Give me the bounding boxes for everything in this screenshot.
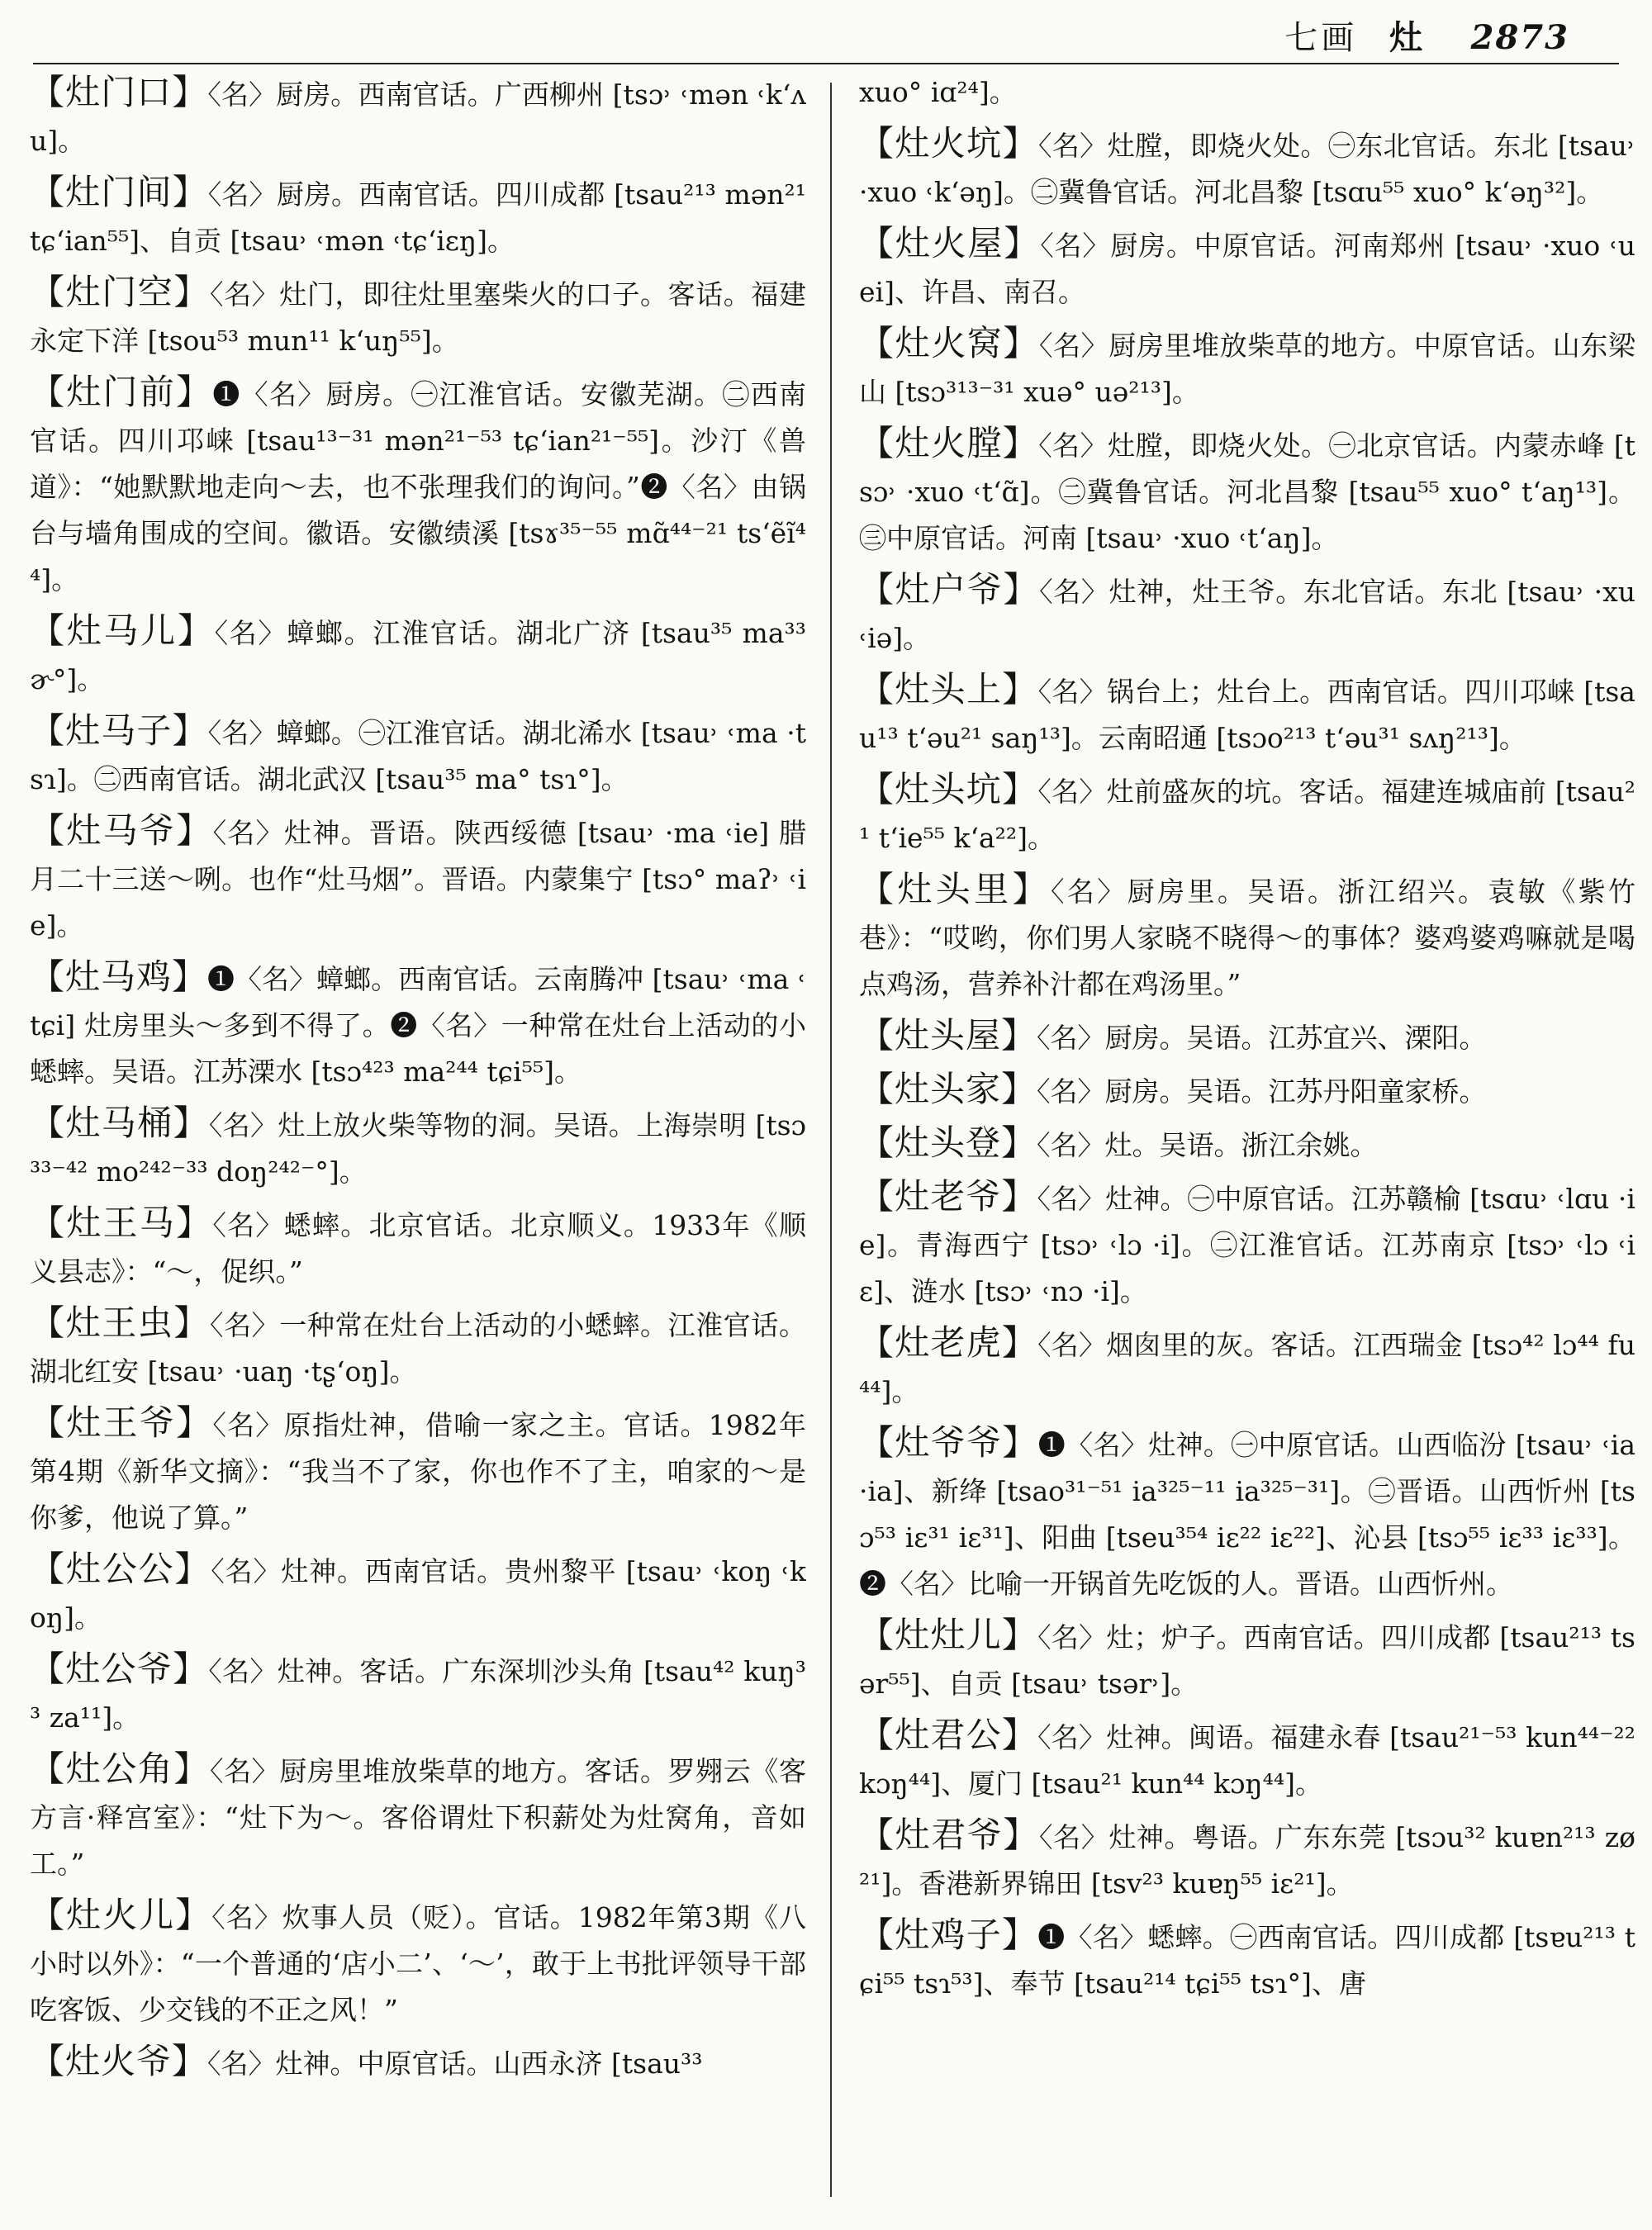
- dictionary-entry: [859, 567, 1635, 662]
- page-number: 2873: [1470, 18, 1569, 57]
- entry-headword: 【灶火膛】: [859, 423, 1039, 463]
- entry-definition: 〈名〉厨房。西南官话。四川成都 [tsau²¹³ mən²¹ tɕ‘ian⁵⁵]、自贡 [tsau˒ ˓mən ˓tɕ‘iɛŋ]。: [30, 178, 806, 257]
- entry-definition: 〈名〉厨房里堆放柴草的地方。客话。罗翙云《客方言·释宫室》：“灶下为～。客俗谓灶下积薪处为灶窝角，音如工。”: [30, 1755, 806, 1880]
- entry-headword: 【灶公爷】: [30, 1649, 209, 1689]
- entry-definition: 〈名〉灶神。西南官话。贵州黎平 [tsau˒ ˓koŋ ˓koŋ]。: [30, 1555, 806, 1634]
- dictionary-entry: [30, 1100, 806, 1195]
- entry-definition: 〈名〉灶上放火柴等物的洞。吴语。上海崇明 [tsɔ³³⁻⁴² mo²⁴²⁻³³ doŋ²⁴²⁻°]。: [30, 1109, 806, 1188]
- entry-definition: 〈名〉厨房。吴语。江苏宜兴、溧阳。: [1037, 1022, 1487, 1054]
- entry-headword: 【灶马儿】: [30, 610, 215, 651]
- entry-headword: 【灶爷爷】: [859, 1422, 1038, 1463]
- dictionary-entry: [859, 1013, 1635, 1061]
- dictionary-entry: [859, 1320, 1635, 1415]
- entry-headword: 【灶王虫】: [30, 1302, 210, 1343]
- entry-headword: 【灶公角】: [30, 1748, 210, 1789]
- entry-headword: 【灶头家】: [859, 1069, 1037, 1109]
- entry-headword: 【灶门空】: [30, 272, 210, 312]
- dictionary-entry: [859, 1420, 1635, 1607]
- entry-definition: 〈名〉厨房。中原官话。河南郑州 [tsau˒ ·xuo ˓uei]、许昌、南召。: [859, 230, 1635, 308]
- dictionary-entry: [859, 1174, 1635, 1315]
- entry-definition: 〈名〉灶神。㊀中原官话。江苏赣榆 [tsɑu˒ ˓lɑu ·ie]。青海西宁 [tsɔ˒ ˓lɔ ·i]。㊁江淮官话。江苏南京 [tsɔ˒ ˓lɔ ˓iɛ]、涟水 [tsɔ˒ ˓nɔ ·i]。: [859, 1183, 1635, 1307]
- entry-definition: 〈名〉灶神。粤语。广东东莞 [tsɔu³² kuɐn²¹³ zø²¹]。香港新界锦田 [tsv²³ kuɐŋ⁵⁵ iɛ²¹]。: [859, 1821, 1635, 1900]
- entry-definition: 〈名〉厨房。吴语。江苏丹阳童家桥。: [1037, 1075, 1487, 1108]
- entry-definition: 〈名〉灶神。闽语。福建永春 [tsau²¹⁻⁵³ kun⁴⁴⁻²² kɔŋ⁴⁴]、厦门 [tsau²¹ kun⁴⁴ kɔŋ⁴⁴]。: [859, 1721, 1635, 1800]
- dictionary-entry: [859, 1912, 1635, 2007]
- entry-headword: 【灶头坑】: [859, 769, 1038, 809]
- dictionary-entry: [30, 608, 806, 703]
- left-column: [30, 69, 806, 2209]
- entry-definition: 〈名〉灶神。晋语。陕西绥德 [tsau˒ ·ma ˓ie] 腊月二十三送～咧。也作“灶马烟”。晋语。内蒙集宁 [tsɔ° maʔ˒ ˓ie]。: [30, 817, 806, 942]
- entry-headword: 【灶王马】: [30, 1203, 213, 1243]
- dictionary-entry: [30, 1546, 806, 1641]
- entry-headword: 【灶头里】: [859, 869, 1051, 909]
- entry-headword: 【灶头屋】: [859, 1015, 1037, 1056]
- dictionary-entry: [859, 1812, 1635, 1907]
- entry-headword: 【灶火爷】: [30, 2041, 208, 2081]
- dictionary-entry: [30, 1646, 806, 1741]
- entry-headword: 【灶火屋】: [859, 223, 1041, 263]
- entry-headword: 【灶公公】: [30, 1549, 211, 1589]
- entry-definition: 〈名〉厨房里。吴语。浙江绍兴。袁敏《紫竹巷》：“哎哟，你们男人家晓不晓得～的事体？婆鸡婆鸡嘛就是喝点鸡汤，营养补汁都在鸡汤里。”: [859, 875, 1635, 1000]
- column-divider: [830, 83, 832, 2197]
- running-head: [1284, 18, 1569, 58]
- entry-definition: 〈名〉灶；炉子。西南官话。四川成都 [tsau²¹³ tsər⁵⁵]、自贡 [tsau˒ tsər˒]。: [859, 1621, 1635, 1700]
- entry-definition: 〈名〉灶。吴语。浙江余姚。: [1037, 1129, 1378, 1161]
- entry-definition: 〈名〉一种常在灶台上活动的小蟋蟀。江淮官话。湖北红安 [tsau˒ ·uaŋ ·tʂ‘oŋ]。: [30, 1309, 806, 1388]
- entry-headword: 【灶王爷】: [30, 1402, 213, 1443]
- right-column: [859, 69, 1635, 2209]
- entry-definition: 〈名〉锅台上；灶台上。西南官话。四川邛崃 [tsau¹³ t‘əu²¹ saŋ¹³]。云南昭通 [tsɔo²¹³ t‘əu³¹ sʌŋ²¹³]。: [859, 676, 1635, 754]
- head-character: 灶: [1389, 18, 1422, 57]
- entry-headword: 【灶马桶】: [30, 1103, 209, 1143]
- dictionary-entry: [30, 1200, 806, 1295]
- dictionary-entry: [859, 69, 1635, 116]
- entry-definition: 〈名〉灶膛，即烧火处。㊀东北官话。东北 [tsau˒ ·xuo ˓k‘əŋ]。㊁冀鲁官话。河北昌黎 [tsɑu⁵⁵ xuo° k‘əŋ³²]。: [859, 130, 1635, 208]
- entry-headword: 【灶门口】: [30, 72, 208, 112]
- entry-definition: xuo° iɑ²⁴]。: [859, 76, 1017, 108]
- entry-headword: 【灶灶儿】: [859, 1615, 1038, 1655]
- entry-definition: 〈名〉灶门，即往灶里塞柴火的口子。客话。福建永定下洋 [tsou⁵³ mun¹¹ k‘uŋ⁵⁵]。: [30, 278, 806, 357]
- entry-definition: 〈名〉蟋蟀。北京官话。北京顺义。1933年《顺义县志》：“～，促织。”: [30, 1209, 806, 1288]
- section-label: 七画: [1284, 19, 1358, 57]
- entry-headword: 【灶君公】: [859, 1715, 1038, 1755]
- entry-definition: 〈名〉灶神。中原官话。山西永济 [tsau³³: [207, 2047, 703, 2080]
- page-header: [33, 12, 1619, 64]
- entry-headword: 【灶头上】: [859, 669, 1038, 709]
- entry-headword: 【灶火儿】: [30, 1895, 212, 1935]
- entry-definition: 〈名〉灶神，灶王爷。东北官话。东北 [tsau˒ ·xu ˓iə]。: [859, 576, 1635, 654]
- dictionary-entry: [30, 169, 806, 264]
- dictionary-entry: [30, 954, 806, 1095]
- dictionary-entry: [859, 1612, 1635, 1707]
- dictionary-entry: [30, 369, 806, 603]
- dictionary-entry: [30, 1746, 806, 1887]
- entry-headword: 【灶头登】: [859, 1122, 1037, 1163]
- entry-headword: 【灶马爷】: [30, 810, 213, 851]
- dictionary-entry: [859, 667, 1635, 762]
- entry-definition: ❶〈名〉厨房。㊀江淮官话。安徽芜湖。㊁西南官话。四川邛崃 [tsau¹³⁻³¹ mən²¹⁻⁵³ tɕ‘ian²¹⁻⁵⁵]。沙汀《兽道》：“她默默地走向～去，也不张理我们的询问。”❷〈名〉由锅台与墙角围成的空间。徽语。安徽绩溪 [tsɤ³⁵⁻⁵⁵ mɑ̃⁴⁴⁻²¹ ts‘ẽĩ⁴⁴]。: [30, 378, 806, 595]
- dictionary-entry: [859, 121, 1635, 216]
- dictionary-entry: [859, 221, 1635, 316]
- entry-definition: 〈名〉厨房里堆放柴草的地方。中原官话。山东梁山 [tsɔ³¹³⁻³¹ xuə° uə²¹³]。: [859, 330, 1635, 408]
- entry-definition: 〈名〉灶神。客话。广东深圳沙头角 [tsau⁴² kuŋ³³ za¹¹]。: [30, 1655, 806, 1734]
- entry-definition: 〈名〉灶膛，即烧火处。㊀北京官话。内蒙赤峰 [tsɔ˒ ·xuo ˓t‘ɑ̃]。㊁冀鲁官话。河北昌黎 [tsau⁵⁵ xuo° t‘aŋ¹³]。㊂中原官话。河南 [tsau˒ ·xuo ˓t‘aŋ]。: [859, 429, 1635, 554]
- dictionary-entry: [859, 866, 1635, 1008]
- entry-headword: 【灶马子】: [30, 710, 208, 751]
- entry-definition: ❶〈名〉灶神。㊀中原官话。山西临汾 [tsau˒ ˓ia ·ia]、新绛 [tsao³¹⁻⁵¹ ia³²⁵⁻¹¹ ia³²⁵⁻³¹]。㊁晋语。山西忻州 [tsɔ⁵³ iɛ³¹ iɛ³¹]、阳曲 [tseu³⁵⁴ iɛ²² iɛ²²]、沁县 [tsɔ⁵⁵ iɛ³³ iɛ³³]。❷〈名〉比喻一开锅首先吃饭的人。晋语。山西忻州。: [859, 1429, 1635, 1600]
- entry-headword: 【灶君爷】: [859, 1815, 1040, 1855]
- entry-headword: 【灶马鸡】: [30, 956, 208, 997]
- dictionary-entry: [859, 766, 1635, 861]
- entry-definition: 〈名〉原指灶神，借喻一家之主。官话。1982年第4期《新华文摘》：“我当不了家，你也作不了主，咱家的～是你爹，他说了算。”: [30, 1409, 806, 1534]
- entry-definition: 〈名〉蟑螂。江淮官话。湖北广济 [tsau³⁵ ma³³ ɚ°]。: [30, 617, 806, 695]
- dictionary-entry: [859, 420, 1635, 562]
- entry-definition: 〈名〉厨房。西南官话。广西柳州 [tsɔ˒ ˓mən ˓k‘ʌu]。: [30, 78, 806, 157]
- dictionary-entry: [859, 320, 1635, 415]
- dictionary-entry: [30, 2038, 806, 2087]
- dictionary-entry: [859, 1712, 1635, 1807]
- entry-definition: 〈名〉蟑螂。㊀江淮官话。湖北浠水 [tsau˒ ˓ma ·tsɿ]。㊁西南官话。湖北武汉 [tsau³⁵ ma° tsɿ°]。: [30, 717, 806, 795]
- entry-headword: 【灶门间】: [30, 172, 208, 212]
- dictionary-entry: [30, 69, 806, 164]
- entry-headword: 【灶鸡子】: [859, 1914, 1038, 1955]
- entry-headword: 【灶户爷】: [859, 569, 1040, 610]
- entry-headword: 【灶火坑】: [859, 123, 1038, 164]
- dictionary-entry: [30, 1300, 806, 1395]
- dictionary-entry: [30, 269, 806, 364]
- entry-definition: ❶〈名〉蟑螂。西南官话。云南腾冲 [tsau˒ ˓ma ˓tɕi] 灶房里头～多到不得了。❷〈名〉一种常在灶台上活动的小蟋蟀。吴语。江苏溧水 [tsɔ⁴²³ ma²⁴⁴ tɕi⁵⁵]。: [30, 963, 806, 1088]
- entry-definition: 〈名〉烟囱里的灰。客话。江西瑞金 [tsɔ⁴² lɔ⁴⁴ fu⁴⁴]。: [859, 1329, 1635, 1407]
- dictionary-entry: [30, 1400, 806, 1541]
- entry-headword: 【灶老爷】: [859, 1176, 1037, 1217]
- entry-definition: ❶〈名〉蟋蟀。㊀西南官话。四川成都 [tsɐu²¹³ tɕi⁵⁵ tsɿ⁵³]、奉节 [tsau²¹⁴ tɕi⁵⁵ tsɿ°]、唐: [859, 1921, 1635, 2000]
- dictionary-entry: [859, 1066, 1635, 1115]
- entry-headword: 【灶火窝】: [859, 323, 1039, 363]
- entry-definition: 〈名〉灶前盛灰的坑。客话。福建连城庙前 [tsau²¹ t‘ie⁵⁵ k‘a²²]。: [859, 776, 1635, 854]
- entry-definition: 〈名〉炊事人员（贬）。官话。1982年第3期《八小时以外》：“一个普通的‘店小二’、‘～’，敢于上书批评领导干部吃客饭、少交钱的不正之风！”: [30, 1901, 806, 2026]
- dictionary-entry: [30, 1892, 806, 2033]
- entry-headword: 【灶老虎】: [859, 1322, 1038, 1363]
- entry-headword: 【灶门前】: [30, 372, 213, 412]
- dictionary-entry: [30, 708, 806, 803]
- dictionary-entry: [30, 808, 806, 949]
- dictionary-entry: [859, 1120, 1635, 1169]
